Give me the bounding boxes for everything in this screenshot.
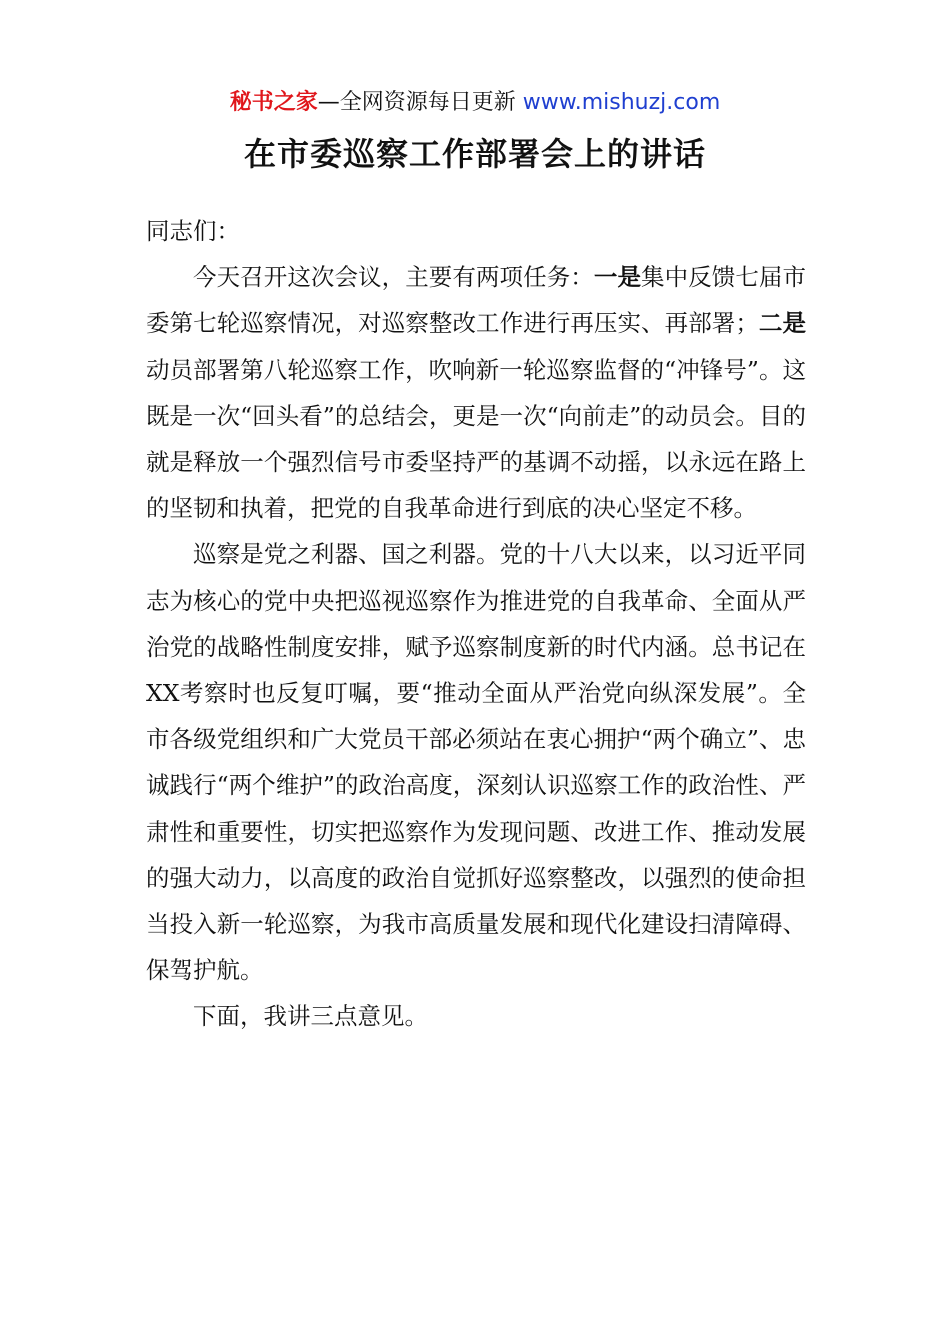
site-name: 秘书之家 bbox=[229, 90, 318, 115]
site-url-link[interactable]: www.mishuzj.com bbox=[522, 90, 721, 115]
emphasis-second-task: 二是 bbox=[758, 309, 807, 338]
paragraph-1 bbox=[146, 254, 806, 531]
paragraph-3: 下面，我讲三点意见。 bbox=[193, 1002, 428, 1031]
paragraph-2: 巡察是党之利器、国之利器。党的十八大以来，以习近平同志为核心的党中央把巡视巡察作为推进党的自我革命、全面从严治党的战略性制度安排，赋予巡察制度新的时代内涵。总书记在XX考察时也反复叮嘱，要“推动全面从严治党向纵深发展”。全市各级党组织和广大党员干部必须站在衷心拥护“两个确立”、忠诚践行“两个维护”的政治高度，深刻认识巡察工作的政治性、严肃性和重要性，切实把巡察作为发现问题、改进工作、推动发展的强大动力，以高度的政治自觉抓好巡察整改，以强烈的使命担当投入新一轮巡察，为我市高质量发展和现代化建设扫清障碍、保驾护航。 bbox=[146, 540, 806, 985]
document-title: 在市委巡察工作部署会上的讲话 bbox=[243, 135, 706, 173]
paragraph-1-part-3: 动员部署第八轮巡察工作，吹响新一轮巡察监督的“冲锋号”。这既是一次“回头看”的总结会，更是一次“向前走”的动员会。目的就是释放一个强烈信号市委坚持严的基调不动摇，以永远在路上的坚韧和执着，把党的自我革命进行到底的决心坚定不移。 bbox=[146, 355, 806, 523]
paragraph-1-part-2: 集中反馈七届市委第七轮巡察情况，对巡察整改工作进行再压实、再部署； bbox=[146, 263, 807, 338]
site-header bbox=[0, 86, 950, 120]
emphasis-first-task: 一是 bbox=[593, 263, 642, 292]
document-body bbox=[146, 208, 806, 1040]
salutation: 同志们： bbox=[146, 217, 240, 245]
paragraph-1-part-1: 今天召开这次会议，主要有两项任务： bbox=[193, 263, 594, 292]
site-slogan: —全网资源每日更新 bbox=[317, 90, 516, 115]
